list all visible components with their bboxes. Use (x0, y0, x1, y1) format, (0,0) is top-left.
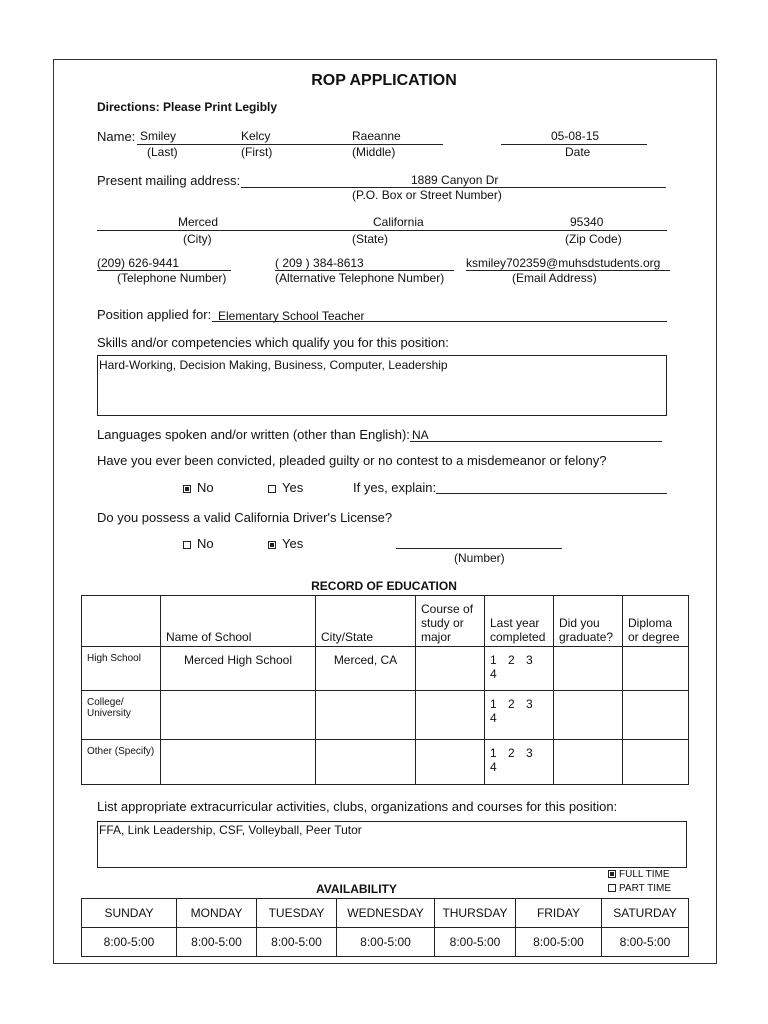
day-hours[interactable]: 8:00-5:00 (602, 928, 689, 957)
school-years[interactable]: 1 2 3 4 (485, 691, 554, 740)
last-caption: (Last) (147, 145, 178, 159)
languages-value[interactable]: NA (412, 428, 429, 442)
school-graduated[interactable] (554, 740, 623, 785)
skills-label: Skills and/or competencies which qualify you for this position: (97, 335, 449, 350)
school-diploma[interactable] (623, 740, 689, 785)
conviction-no-label: No (197, 480, 214, 495)
directions: Directions: Please Print Legibly (97, 100, 278, 114)
table-row (82, 691, 689, 740)
zip-caption: (Zip Code) (565, 232, 622, 246)
school-diploma[interactable] (623, 691, 689, 740)
education-header-row (82, 596, 689, 647)
availability-days-row (82, 899, 689, 928)
city-value[interactable]: Merced (178, 215, 219, 229)
activities-label: List appropriate extracurricular activities, clubs, organizations and courses for this position: (97, 799, 618, 814)
conviction-no-option[interactable] (183, 480, 214, 495)
school-name[interactable] (161, 740, 316, 785)
license-number-caption: (Number) (454, 551, 505, 565)
date-value[interactable]: 05-08-15 (551, 129, 600, 143)
first-caption: (First) (241, 145, 273, 159)
header-cell: Name of School (161, 596, 316, 647)
school-city[interactable] (316, 740, 416, 785)
header-cell: Did you graduate? (554, 596, 623, 647)
day-header: WEDNESDAY (337, 899, 435, 928)
school-major[interactable] (416, 647, 485, 691)
date-caption: Date (565, 145, 591, 159)
license-no-option[interactable] (183, 536, 214, 551)
position-label: Position applied for: (97, 307, 212, 322)
city-state-zip-underline (97, 230, 667, 231)
explain-underline[interactable] (436, 493, 667, 494)
school-city[interactable]: Merced, CA (316, 647, 416, 691)
day-header: SUNDAY (82, 899, 177, 928)
day-header: FRIDAY (516, 899, 602, 928)
conviction-no-checkbox[interactable] (183, 485, 191, 493)
license-number-underline[interactable] (396, 548, 562, 549)
full-time-option[interactable] (608, 869, 670, 880)
part-time-checkbox[interactable] (608, 884, 616, 892)
day-hours[interactable]: 8:00-5:00 (337, 928, 435, 957)
state-value[interactable]: California (373, 215, 424, 229)
languages-label: Languages spoken and/or written (other than English): (97, 427, 410, 442)
school-major[interactable] (416, 740, 485, 785)
address-label: Present mailing address: (97, 173, 241, 188)
header-cell: Diploma or degree (623, 596, 689, 647)
alt-phone-value[interactable]: ( 209 ) 384-8613 (275, 256, 364, 270)
first-name-value[interactable]: Kelcy (241, 129, 271, 143)
part-time-option[interactable] (608, 883, 671, 894)
license-no-checkbox[interactable] (183, 541, 191, 549)
school-graduated[interactable] (554, 647, 623, 691)
school-name[interactable]: Merced High School (161, 647, 316, 691)
position-value[interactable]: Elementary School Teacher (218, 309, 365, 323)
middle-caption: (Middle) (352, 145, 396, 159)
day-header: TUESDAY (257, 899, 337, 928)
availability-hours-row (82, 928, 689, 957)
zip-value[interactable]: 95340 (570, 215, 604, 229)
availability-table (81, 898, 689, 957)
day-header: MONDAY (177, 899, 257, 928)
name-underline (137, 144, 443, 145)
school-type: College/ University (82, 691, 161, 740)
activities-value: FFA, Link Leadership, CSF, Volleyball, Peer Tutor (99, 823, 362, 837)
school-diploma[interactable] (623, 647, 689, 691)
conviction-yes-option[interactable] (268, 480, 303, 495)
header-cell: City/State (316, 596, 416, 647)
license-yes-checkbox[interactable] (268, 541, 276, 549)
day-hours[interactable]: 8:00-5:00 (82, 928, 177, 957)
day-hours[interactable]: 8:00-5:00 (435, 928, 516, 957)
school-years[interactable]: 1 2 3 4 (485, 740, 554, 785)
school-city[interactable] (316, 691, 416, 740)
day-hours[interactable]: 8:00-5:00 (516, 928, 602, 957)
school-name[interactable] (161, 691, 316, 740)
school-years[interactable]: 1 2 3 4 (485, 647, 554, 691)
school-graduated[interactable] (554, 691, 623, 740)
school-major[interactable] (416, 691, 485, 740)
explain-label: If yes, explain: (353, 480, 437, 495)
skills-value: Hard-Working, Decision Making, Business, Computer, Leadership (99, 358, 448, 372)
full-time-label: FULL TIME (619, 869, 670, 880)
city-caption: (City) (183, 232, 212, 246)
header-cell: Last year completed (485, 596, 554, 647)
license-no-label: No (197, 536, 214, 551)
header-cell (82, 596, 161, 647)
middle-name-value[interactable]: Raeanne (352, 129, 401, 143)
license-yes-option[interactable] (268, 536, 303, 551)
page-title: ROP APPLICATION (311, 72, 457, 89)
languages-underline (410, 441, 662, 442)
conviction-yes-checkbox[interactable] (268, 485, 276, 493)
school-type: Other (Specify) (82, 740, 161, 785)
phone-caption: (Telephone Number) (117, 271, 227, 285)
license-yes-label: Yes (282, 536, 304, 551)
header-cell: Course of study or major (416, 596, 485, 647)
day-hours[interactable]: 8:00-5:00 (257, 928, 337, 957)
phone-value[interactable]: (209) 626-9441 (97, 256, 180, 270)
alt-phone-caption: (Alternative Telephone Number) (275, 271, 445, 285)
education-table (81, 595, 689, 785)
school-type: High School (82, 647, 161, 691)
table-row (82, 647, 689, 691)
license-question: Do you possess a valid California Driver's License? (97, 510, 393, 525)
conviction-yes-label: Yes (282, 480, 304, 495)
availability-title: AVAILABILITY (316, 882, 397, 896)
street-caption: (P.O. Box or Street Number) (352, 188, 502, 202)
name-label: Name: (97, 129, 136, 144)
part-time-label: PART TIME (619, 883, 672, 894)
street-value[interactable]: 1889 Canyon Dr (411, 173, 499, 187)
state-caption: (State) (352, 232, 389, 246)
day-hours[interactable]: 8:00-5:00 (177, 928, 257, 957)
table-row (82, 740, 689, 785)
day-header: SATURDAY (602, 899, 689, 928)
email-caption: (Email Address) (512, 271, 597, 285)
last-name-value[interactable]: Smiley (140, 129, 177, 143)
email-value[interactable]: ksmiley702359@muhsdstudents.org (466, 256, 661, 270)
education-title: RECORD OF EDUCATION (311, 579, 457, 593)
conviction-question: Have you ever been convicted, pleaded guilty or no contest to a misdemeanor or felony? (97, 453, 607, 468)
full-time-checkbox[interactable] (608, 870, 616, 878)
day-header: THURSDAY (435, 899, 516, 928)
